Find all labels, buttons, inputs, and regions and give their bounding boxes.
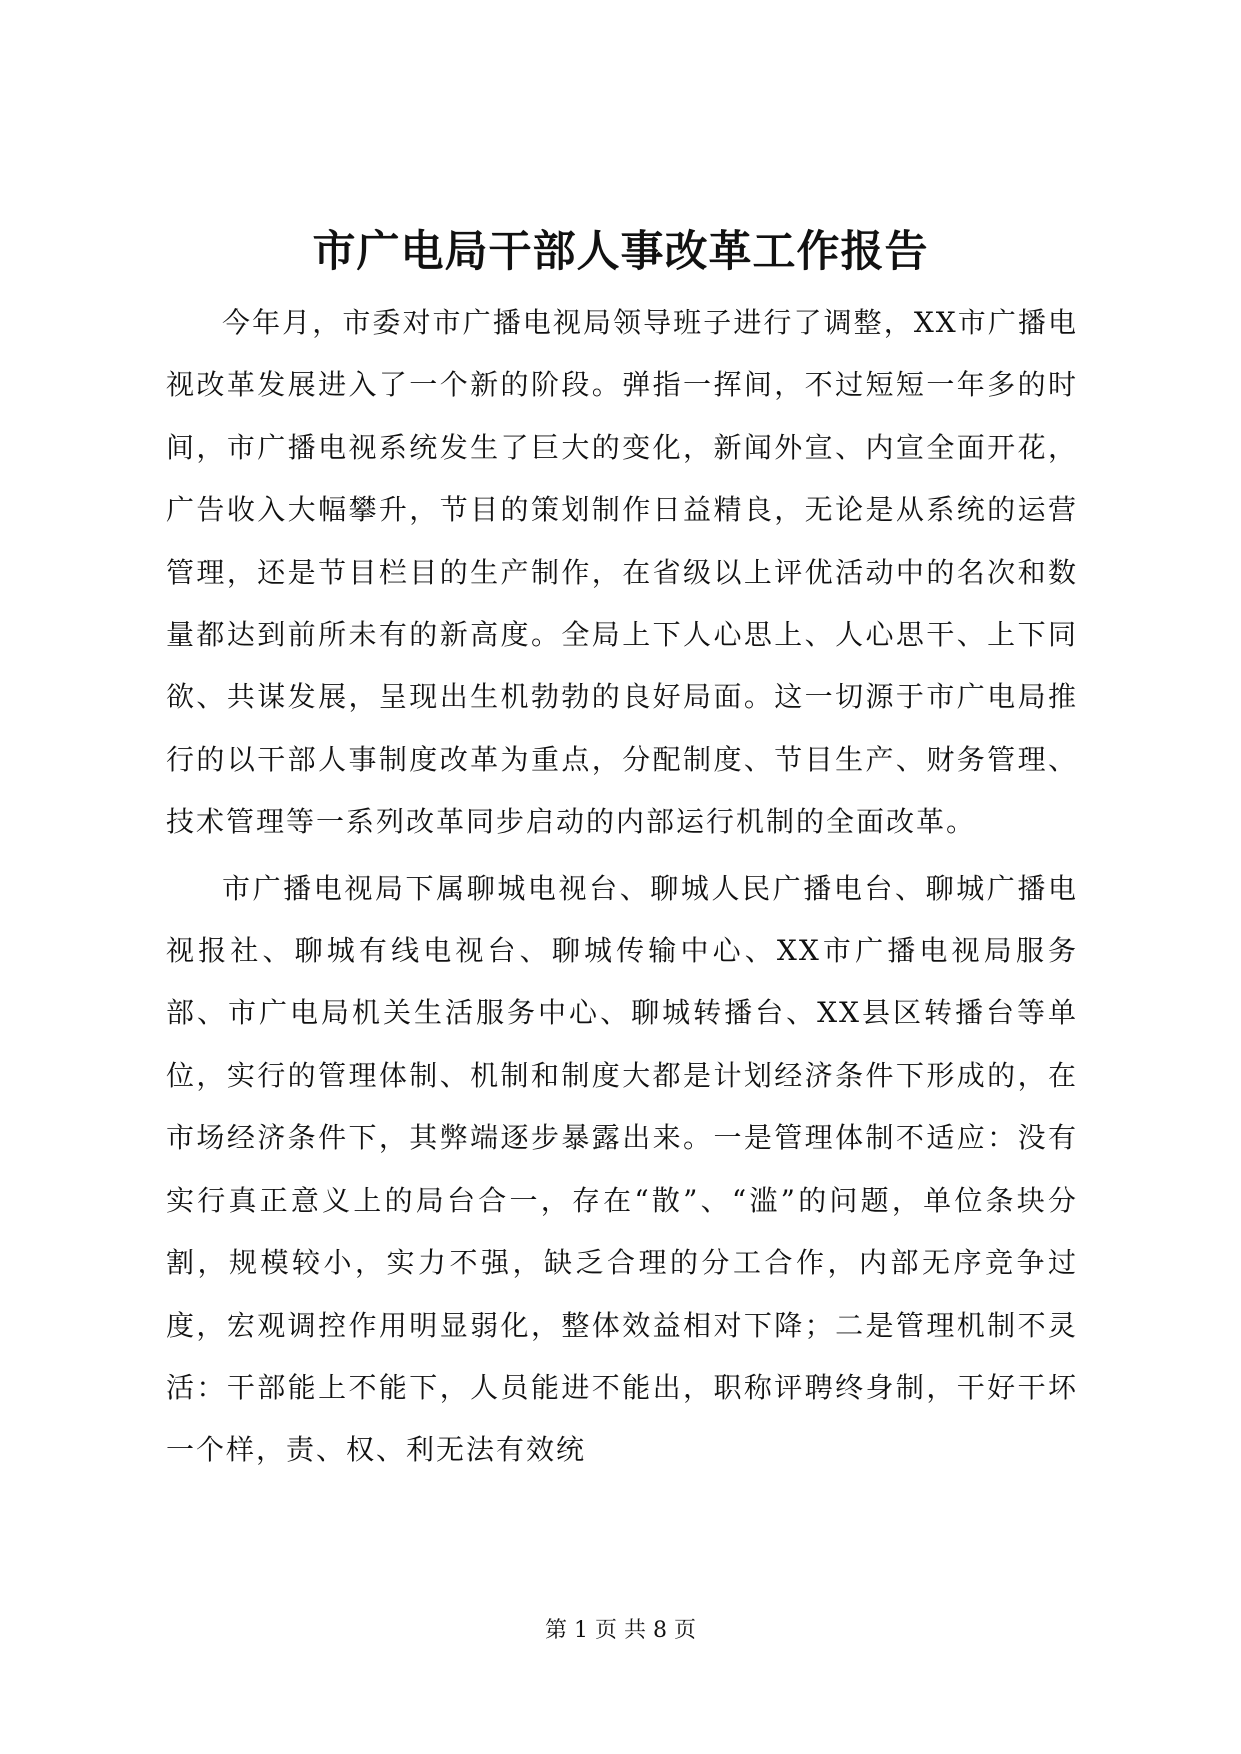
document-body: [166, 292, 1078, 1482]
page-title: 市广电局干部人事改革工作报告: [312, 227, 929, 277]
body-paragraph-1: 今年月，市委对市广播电视局领导班子进行了调整，XX市广播电视改革发展进入了一个新的阶段。弹指一挥间，不过短短一年多的时间，市广播电视系统发生了巨大的变化，新闻外宣、内宣全面开花，广告收入大幅攀升，节目的策划制作日益精良，无论是从系统的运营管理，还是节目栏目的生产制作，在省级以上评优活动中的名次和数量都达到前所未有的新高度。全局上下人心思上、人心思干、上下同欲、共谋发展，呈现出生机勃勃的良好局面。这一切源于市广电局推行的以干部人事制度改革为重点，分配制度、节目生产、财务管理、技术管理等一系列改革同步启动的内部运行机制的全面改革。: [166, 306, 1078, 839]
page-number-footer: 第 1 页 共 8 页: [545, 1618, 696, 1643]
body-paragraph-2: 市广播电视局下属聊城电视台、聊城人民广播电台、聊城广播电视报社、聊城有线电视台、聊城传输中心、XX市广播电视局服务部、市广电局机关生活服务中心、聊城转播台、XX县区转播台等单位，实行的管理体制、机制和制度大都是计划经济条件下形成的，在市场经济条件下，其弊端逐步暴露出来。一是管理体制不适应：没有实行真正意义上的局台合一，存在“散”、“滥”的问题，单位条块分割，规模较小，实力不强，缺乏合理的分工合作，内部无序竞争过度，宏观调控作用明显弱化，整体效益相对下降；二是管理机制不灵活：干部能上不能下，人员能进不能出，职称评聘终身制，干好干坏一个样，责、权、利无法有效统: [166, 871, 1078, 1467]
